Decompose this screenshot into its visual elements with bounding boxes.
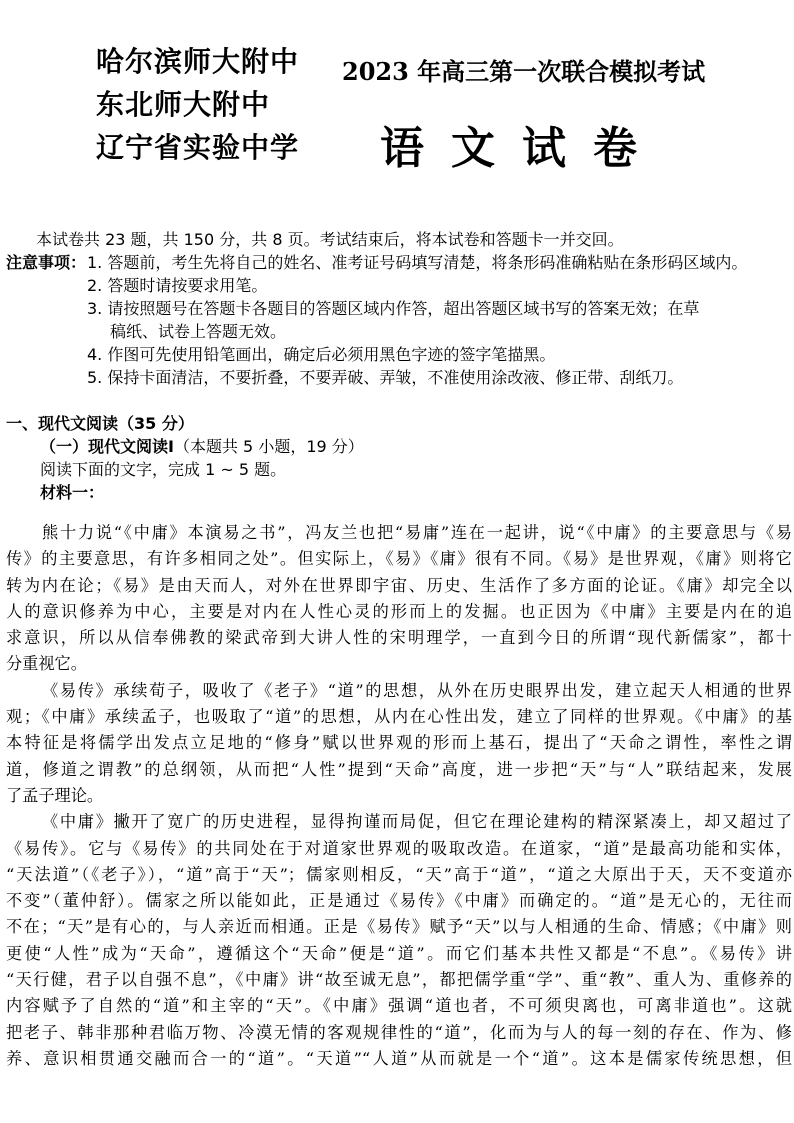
notice-item: 4. 作图可先使用铅笔画出，确定后必须用黑色字迹的签字笔描黑。: [87, 345, 556, 364]
notice-label: 注意事项：: [6, 253, 87, 272]
passage-line: 不在；“天”是有心的，与人亲近而相通。正是《易传》赋予“天”以与人相通的生命、情感；《中庸》则: [6, 917, 792, 937]
passage: [6, 520, 792, 1072]
passage-line: 内容赋予了自然的“道”和主宰的“天”。《中庸》强调“道也者，不可须臾离也，可离非道也”。这就: [6, 996, 792, 1016]
subject-title: 语文试卷: [380, 123, 664, 174]
reading-instruction: 阅读下面的文字，完成 1 ~ 5 题。: [40, 460, 287, 479]
passage-line: 观；《中庸》承续孟子，也吸取了“道”的思想，从内在心性出发，建立了同样的世界观。《中庸》的基: [6, 707, 792, 727]
passage-line: 《易传》承续荀子，吸收了《老子》“道”的思想，从外在历史眼界出发，建立起天人相通的世界: [42, 680, 792, 700]
passage-line: 熊十力说“《中庸》本演易之书”，冯友兰也把“易庸”连在一起讲，说“《中庸》的主要意思与《易: [42, 523, 792, 542]
notice-item: 3. 请按照题号在答题卡各题目的答题区域内作答，超出答题区域书写的答案无效；在草: [87, 299, 700, 318]
subsection-name: （一）现代文阅读Ⅰ: [40, 437, 174, 456]
passage-line: 人的意识修养为中心，主要是对内在人性心灵的形而上的发掘。也正因为《中庸》主要是内在的追: [6, 601, 792, 621]
passage-line: 分重视它。: [6, 654, 87, 674]
school-name: 东北师大附中: [96, 88, 271, 121]
subsection-title: [0, 435, 794, 458]
passage-line: 了孟子理论。: [6, 785, 104, 805]
passage-line: “天法道”（《老子》），“道”高于“天”；儒家则相反，“天”高于“道”，“道之大原出于天，天不变道亦: [6, 864, 792, 884]
passage-line: 《易传》。它与《易传》的共同处在于对道家世界观的吸取改造。在道家，“道”是最高功能和实体，: [6, 838, 792, 858]
material-label: 材料一：: [40, 483, 105, 502]
passage-line: 传》的主要意思，有许多相同之处”。但实际上，《易》《庸》很有不同。《易》是世界观，《庸》则将它: [6, 549, 792, 569]
passage-line: 更使“人性”成为“天命”，遵循这个“天命”便是“道”。而它们基本共性又都是“不息”。《易传》讲: [6, 943, 792, 963]
passage-line: 道，修道之谓教”的总纲领，从而把“人性”提到“天命”高度，进一步把“天”与“人”联结起来，发展: [6, 759, 792, 779]
notice-first-line: [0, 251, 794, 274]
passage-line: 转为内在论；《易》是由天而人，对外在世界即宇宙、历史、生活作了多方面的论证。《庸》却完全以: [6, 575, 792, 595]
school-names: [96, 40, 326, 169]
notice-item: 2. 答题时请按要求用笔。: [87, 276, 268, 295]
passage-line: “天行健，君子以自强不息”，《中庸》讲“故至诚无息”，都把儒学重“学”、重“教”、重人为、重修养的: [6, 970, 792, 990]
notice-item: 5. 保持卡面清洁，不要折叠，不要弄破、弄皱，不准使用涂改液、修正带、刮纸刀。: [87, 368, 684, 387]
notice-block: [0, 228, 794, 389]
notice-intro: 本试卷共 23 题，共 150 分，共 8 页。考试结束后，将本试卷和答题卡一并交回。: [36, 230, 624, 249]
section-title: 一、现代文阅读（35 分）: [6, 414, 194, 433]
passage-line: 本特征是将儒学出发点立足地的“修身”赋以世界观的形而上基石，提出了“天命之谓性，率性之谓: [6, 733, 792, 753]
passage-line: 求意识，所以从信奉佛教的梁武帝到大讲人性的宋明理学，一直到今日的所谓“现代新儒家”，都十: [6, 628, 792, 648]
section-header: [0, 412, 794, 504]
passage-line: 不变”（董仲舒）。儒家之所以能如此，正是通过《易传》《中庸》而确定的。“道”是无心的，无往而: [6, 891, 792, 911]
passage-line: 《中庸》撇开了宽广的历史进程，显得拘谨而局促，但它在理论建构的精深紧凑上，却又超过了: [42, 812, 792, 832]
passage-line: 把老子、韩非那种君临万物、冷漠无情的客观规律性的“道”，化而为与人的每一刻的存在、作为、修: [6, 1022, 792, 1042]
notice-item-continuation: 稿纸、试卷上答题无效。: [110, 322, 287, 341]
notice-item: 1. 答题前，考生先将自己的姓名、准考证号码填写清楚，将条形码准确粘贴在条形码区域内。: [87, 253, 748, 272]
exam-title: 2023 年高三第一次联合模拟考试: [342, 57, 706, 86]
passage-line: 养、意识相贯通交融而合一的“道”。“天道”“人道”从而就是一个“道”。这本是儒家传统思想，但: [6, 1048, 792, 1068]
school-name: 哈尔滨师大附中: [96, 45, 300, 78]
school-name: 辽宁省实验中学: [96, 131, 300, 164]
subsection-note: （本题共 5 小题，19 分）: [173, 437, 364, 456]
